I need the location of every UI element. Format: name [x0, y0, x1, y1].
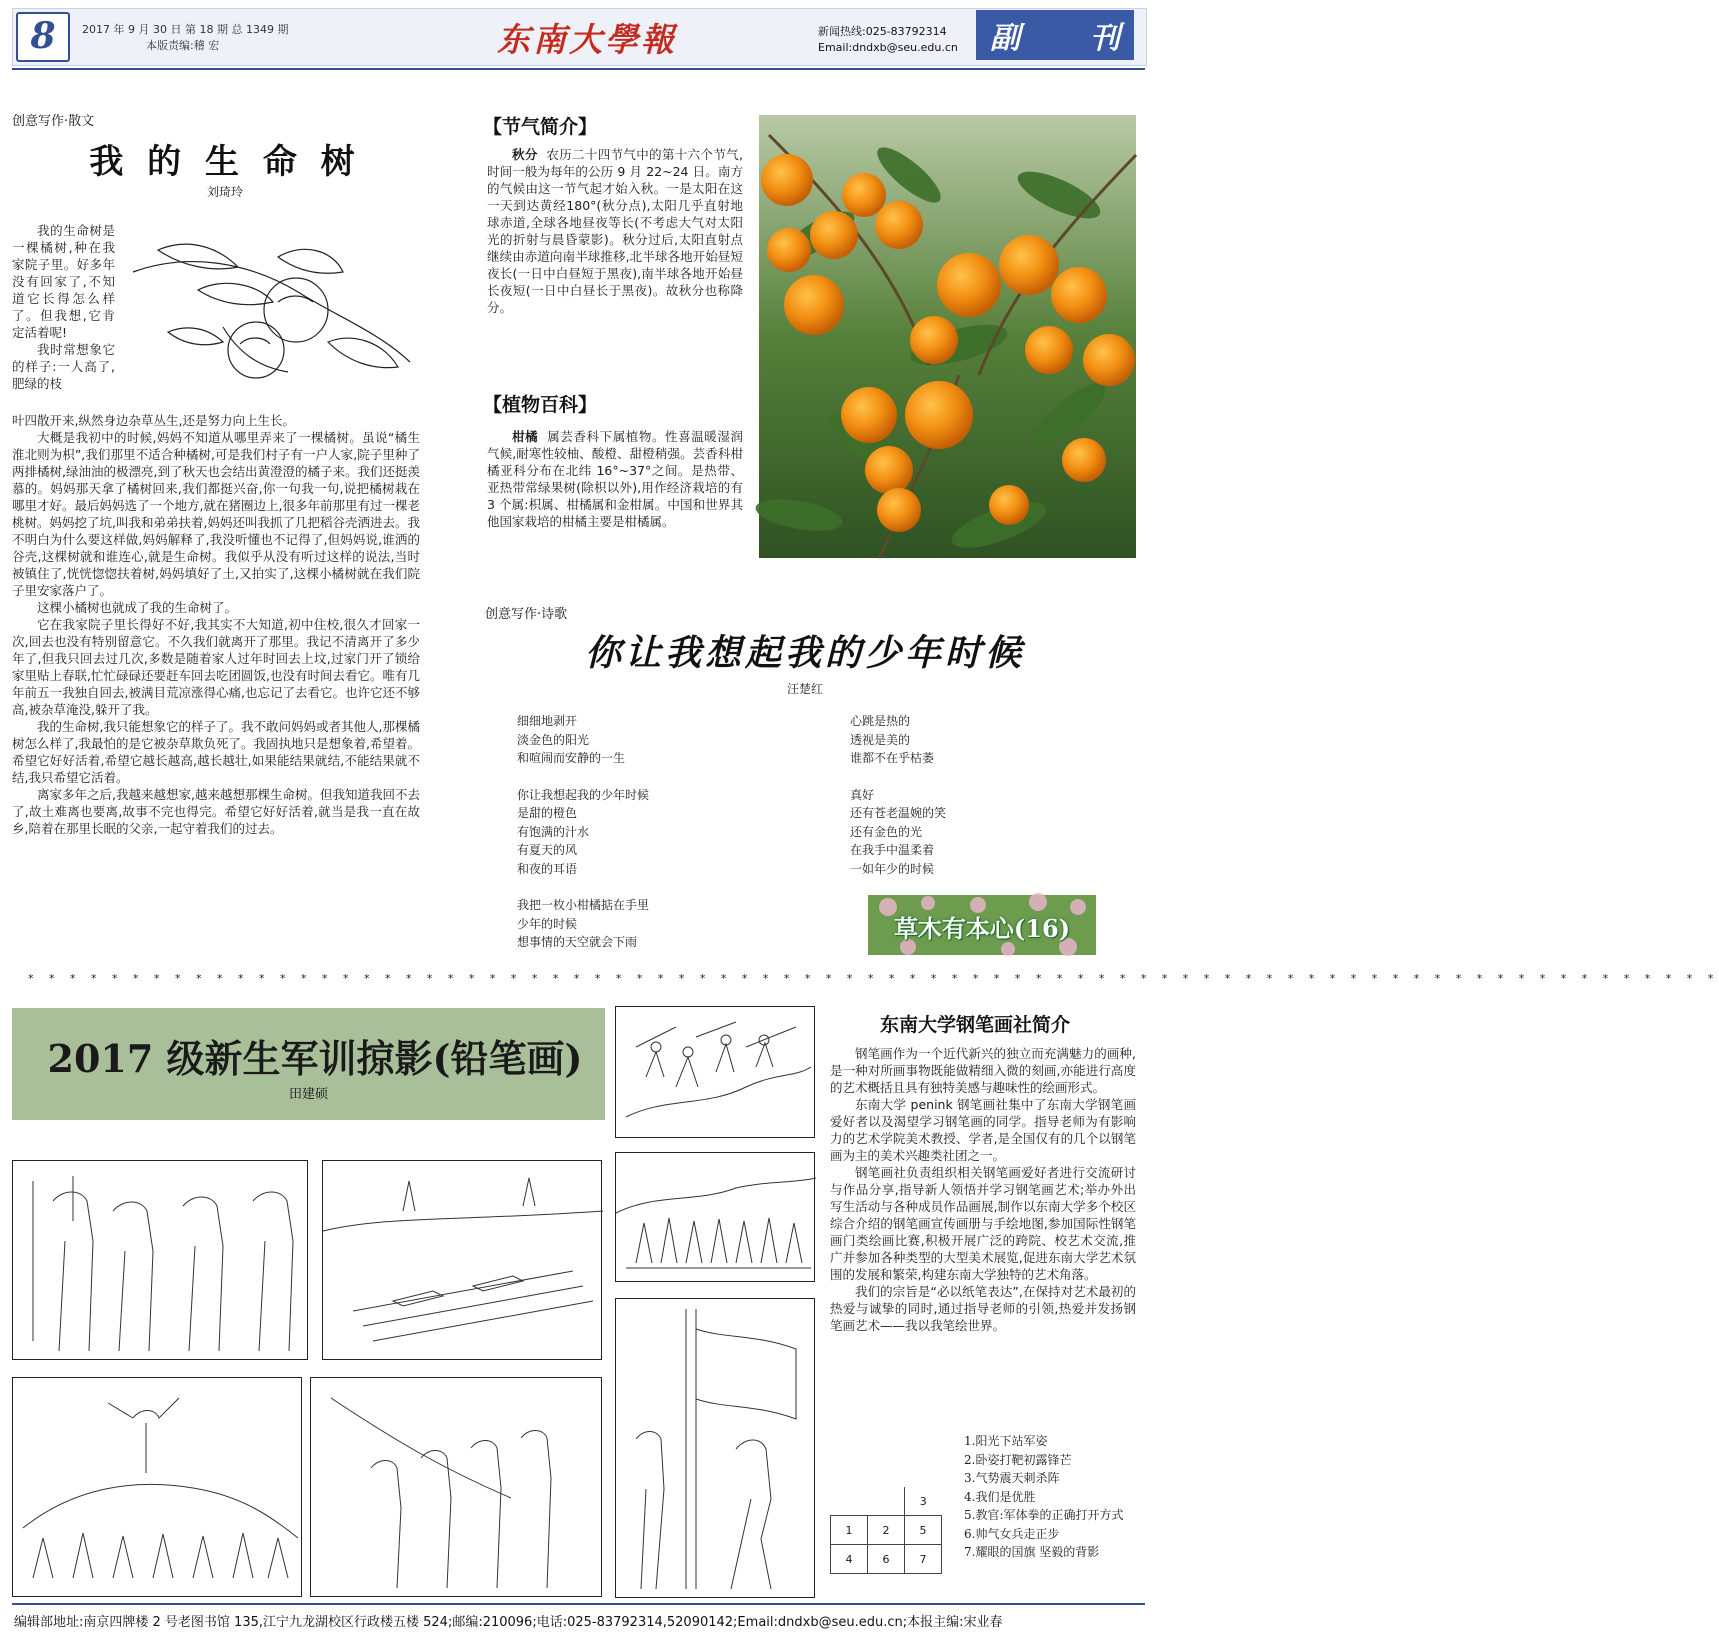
- sketch-drawing-4: [12, 1377, 302, 1597]
- society-paragraph: 我们的宗旨是“必以纸笔表达”,在保持对艺术最初的热爱与诚挚的同时,通过指导老师的引领,热爱并发扬钢笔画艺术——我以我笔绘世界。: [830, 1284, 1136, 1333]
- poem-stanza: [517, 786, 817, 879]
- poem-line: 少年的时候: [517, 916, 578, 931]
- footer-rule: [12, 1603, 1145, 1605]
- essay-lead-column: [12, 222, 115, 392]
- essay-paragraph: 叶四散开来,纵然身边杂草丛生,还是努力向上生长。: [12, 413, 295, 428]
- jieqi-lead: 秋分: [512, 147, 538, 162]
- contact-info: [818, 24, 958, 56]
- poem-line: 是甜的橙色: [517, 806, 578, 820]
- plant-heading: 【植物百科】: [483, 394, 598, 416]
- page-editor: 本版责编:稽 宏: [146, 39, 220, 52]
- poem-line: 透视是美的: [850, 732, 911, 747]
- plant-lead: 柑橘: [512, 429, 539, 444]
- essay-paragraph: 它在我家院子里长得好不好,我其实不大知道,初中住校,很久才回家一次,回去也没有特别留意它。不久我们就离开了那里。我记不清离开了多少年了,但我只回去过几次,多数是随着家人过年时回去上坟,过家门开了锁给家里贴上春联,忙忙碌碌还要赶车回去吃团圆饭,也没有时间去看它。唯有几年前五一我独自回去,被满目荒凉涨得心痛,也忘记了去看它。也许它还不够高,被杂草淹没,躲开了我。: [12, 617, 420, 717]
- grid-cell: [831, 1487, 868, 1516]
- poem-line: 想事情的天空就会下雨: [517, 935, 638, 949]
- email-text: Email:dndxb@seu.edu.cn: [818, 41, 958, 54]
- column-badge-text: 草木有本心(16): [893, 914, 1071, 943]
- grid-cell: 1: [831, 1516, 868, 1545]
- poem-stanza: [517, 712, 817, 768]
- essay-lead-paragraph: 我的生命树是一棵橘树,种在我家院子里。好多年没有回家了,不知道它长得怎么样了。但我想,它肯定活着呢!: [12, 223, 115, 340]
- essay-paragraph: 离家多年之后,我越来越想家,越来越想那棵生命树。但我知道我回不去了,故土难离也要离,故事不完也得完。希望它好好活着,就当是我一直在故乡,陪着在那里长眠的父亲,一起守着我们的过去。: [12, 787, 420, 836]
- poem-line: 你让我想起我的少年时候: [517, 787, 650, 802]
- jieqi-body: [487, 146, 743, 316]
- sketch-drawing-3: [615, 1006, 815, 1138]
- society-paragraph: 钢笔画社负责组织相关钢笔画爱好者进行交流研讨与作品分享,指导新人领悟并学习钢笔画艺术;举办外出写生活动与各种成员作品画展,制作以东南大学多个校区综合介绍的钢笔画宣传画册与手绘地图,参加国际性钢笔画门类绘画比赛,积极开展广泛的跨院、校艺术交流,推广并参加各种类型的大型美术展览,促进东南大学艺术氛围的发展和繁荣,构建东南大学独特的艺术角落。: [830, 1165, 1136, 1282]
- essay-paragraph: 我的生命树,我只能想象它的样子了。我不敢问妈妈或者其他人,那棵橘树怎么样了,我最怕的是它被杂草欺负死了。我固执地只是想象着,希望着。希望它好好活着,希望它越长越高,越长越壮,如果能结果就结,不能结果就不结,我只希望它活着。: [12, 719, 420, 785]
- poem-line: 还有苍老温婉的笑: [850, 806, 947, 820]
- orange-branch-illustration: [128, 232, 414, 402]
- poem-left-column: [517, 712, 817, 970]
- grid-cell: 2: [868, 1516, 905, 1545]
- poem-stanza: [850, 786, 1110, 879]
- poem-line: 有饱满的汁水: [517, 824, 590, 839]
- poem-line: 和喧闹而安静的一生: [517, 751, 626, 765]
- caption-item: 7.耀眼的国旗 坚毅的背影: [964, 1545, 1100, 1559]
- poem-line: 在我手中温柔着: [850, 843, 935, 857]
- sketch-title: 2017 级新生军训掠影(铅笔画): [47, 1036, 583, 1081]
- sketch-author: 田建硕: [288, 1087, 328, 1102]
- sketch-drawing-7: [615, 1298, 815, 1598]
- caption-item: 5.教官:军体拳的正确打开方式: [964, 1508, 1124, 1522]
- poem-line: 还有金色的光: [850, 824, 923, 839]
- section-label: [976, 10, 1134, 60]
- poem-title: 你让我想起我的少年时候: [584, 632, 1025, 674]
- society-paragraph: 东南大学 penink 钢笔画社集中了东南大学钢笔画爱好者以及渴望学习钢笔画的同学。指导老师为有影响力的艺术学院美术教授、学者,是全国仅有的几个以钢笔画为主的美术兴趣类社团之一。: [830, 1097, 1136, 1163]
- plant-body: [487, 428, 743, 530]
- jieqi-text: 农历二十四节气中的第十六个节气,时间一般为每年的公历 9 月 22~24 日。南方的气候由这一节气起才始入秋。一是太阳在这一天到达黄经180°(秋分点),太阳几乎直射地球赤道,全球各地昼夜等长(不考虑大气对太阳光的折射与晨昏蒙影)。秋分过后,太阳直射点继续由赤道向南半球推移,北半球各地开始昼短夜长(一日中白昼短于黑夜),南半球各地开始昼长夜短(一日中白昼长于黑夜)。故秋分也称降分。: [487, 147, 743, 315]
- section-char-2: 刊: [1090, 21, 1120, 56]
- sketch-captions: [964, 1432, 1144, 1562]
- society-body: [830, 1045, 1136, 1334]
- caption-item: 2.卧姿打靶初露锋芒: [964, 1452, 1072, 1467]
- essay-section-tag: 创意写作·散文: [12, 114, 95, 129]
- poem-line: 和夜的耳语: [517, 861, 578, 876]
- society-title: 东南大学钢笔画社简介: [879, 1014, 1070, 1036]
- issue-date: 2017 年 9 月 30 日 第 18 期 总 1349 期: [82, 23, 289, 36]
- header-rule: [12, 68, 1145, 70]
- caption-item: 1.阳光下站军姿: [964, 1434, 1048, 1448]
- essay-paragraph: 这棵小橘树也就成了我的生命树了。: [37, 600, 238, 615]
- hotline-text: 新闻热线:025-83792314: [818, 25, 947, 38]
- poem-line: 我把一枚小柑橘掂在手里: [517, 898, 650, 912]
- essay-paragraph: 大概是我初中的时候,妈妈不知道从哪里弄来了一棵橘树。虽说“橘生淮北则为枳”,我们那里不适合种橘树,可是我们村子有一户人家,院子里种了两排橘树,绿油油的极漂亮,到了秋天也会结出黄澄澄的橘子来。我们还挺羡慕的。妈妈那天拿了橘树回来,我们都挺兴奋,你一句我一句,说把橘树栽在哪里才好。最后妈妈选了一个地方,就在猪圈边上,很多年前那里有过一棵老桃树。妈妈挖了坑,叫我和弟弟扶着,妈妈还叫我抓了几把稻谷壳洒进去。我不明白为什么要这样做,妈妈解释了,我没听懂也不记得了,但妈妈说,谁洒的谷壳,这棵树就和谁连心,就是生命树。我似乎从没有听过这样的说法,当时被镇住了,恍恍惚惚扶着树,妈妈填好了土,又拍实了,这棵小橘树就在我们院子里安家落户了。: [12, 430, 420, 598]
- sketch-drawing-5: [615, 1152, 815, 1282]
- jieqi-heading: 【节气简介】: [483, 116, 598, 138]
- poem-section-tag: 创意写作·诗歌: [485, 607, 568, 622]
- poem-line: 真好: [850, 787, 875, 802]
- column-badge: [868, 895, 1096, 955]
- poem-line: 有夏天的风: [517, 843, 578, 857]
- poem-stanza: [850, 712, 1110, 768]
- grid-cell: 4: [831, 1545, 868, 1574]
- essay-body: [12, 412, 420, 837]
- sketch-layout-grid: [830, 1487, 942, 1574]
- caption-item: 6.帅气女兵走正步: [964, 1526, 1060, 1541]
- poem-line: 一如年少的时候: [850, 861, 935, 876]
- poem-line: 淡金色的阳光: [517, 732, 590, 747]
- poem-line: 心跳是热的: [850, 714, 911, 728]
- grid-cell: 6: [868, 1545, 905, 1574]
- poem-author: 汪楚红: [786, 682, 823, 696]
- sketch-drawing-6: [310, 1377, 602, 1597]
- sketch-drawing-2: [322, 1160, 602, 1360]
- essay-author: 刘琦玲: [206, 185, 243, 199]
- poem-right-column: [850, 712, 1110, 896]
- grid-cell: 7: [905, 1545, 942, 1574]
- sketch-drawing-1: [12, 1160, 308, 1360]
- poem-line: 细细地剥开: [517, 714, 578, 728]
- plant-text: 属芸香科下属植物。性喜温暖湿润气候,耐寒性较柚、酸橙、甜橙稍强。芸香科柑橘亚科分布在北纬 16°~37°之间。是热带、亚热带常绿果树(除枳以外),用作经济栽培的有 3 个属:枳属、柑橘属和金柑属。中国和世界其他国家栽培的柑橘主要是柑橘属。: [487, 429, 743, 529]
- poem-line: 谁都不在乎枯萎: [850, 751, 935, 765]
- society-paragraph: 钢笔画作为一个近代新兴的独立而充满魅力的画种,是一种对所画事物既能做精细入微的刻画,亦能进行高度的艺术概括且具有独特美感与趣味性的绘画形式。: [830, 1046, 1136, 1095]
- section-char-1: 副: [990, 21, 1020, 56]
- essay-lead-paragraph: 我时常想象它的样子:一人高了,肥绿的枝: [12, 342, 115, 391]
- grid-cell: [868, 1487, 905, 1516]
- page-number: 8: [16, 12, 70, 62]
- poem-stanza: [517, 896, 817, 952]
- citrus-tree-photo: [759, 115, 1136, 558]
- footer-address: 编辑部地址:南京四牌楼 2 号老图书馆 135,江宁九龙湖校区行政楼五楼 524;邮编:210096;电话:025-83792314,52090142;Email:dndxb@seu.edu.cn;本报主编:宋业春: [14, 1615, 1003, 1630]
- grid-cell: 3: [905, 1487, 942, 1516]
- grid-cell: 5: [905, 1516, 942, 1545]
- caption-item: 4.我们是优胜: [964, 1489, 1036, 1504]
- essay-title: 我 的 生 命 树: [89, 142, 361, 182]
- section-divider: * * * * * * * * * * * * * * * * * * * * * * * * * * * * * * * * * * * * * * * * * * * * * * * * * * * * * * * * * * * * * * * * * * * * * * * * * * * * * * * * *: [28, 972, 1719, 985]
- newspaper-name: 东南大學報: [497, 20, 677, 59]
- caption-item: 3.气势震天刺杀阵: [964, 1471, 1060, 1485]
